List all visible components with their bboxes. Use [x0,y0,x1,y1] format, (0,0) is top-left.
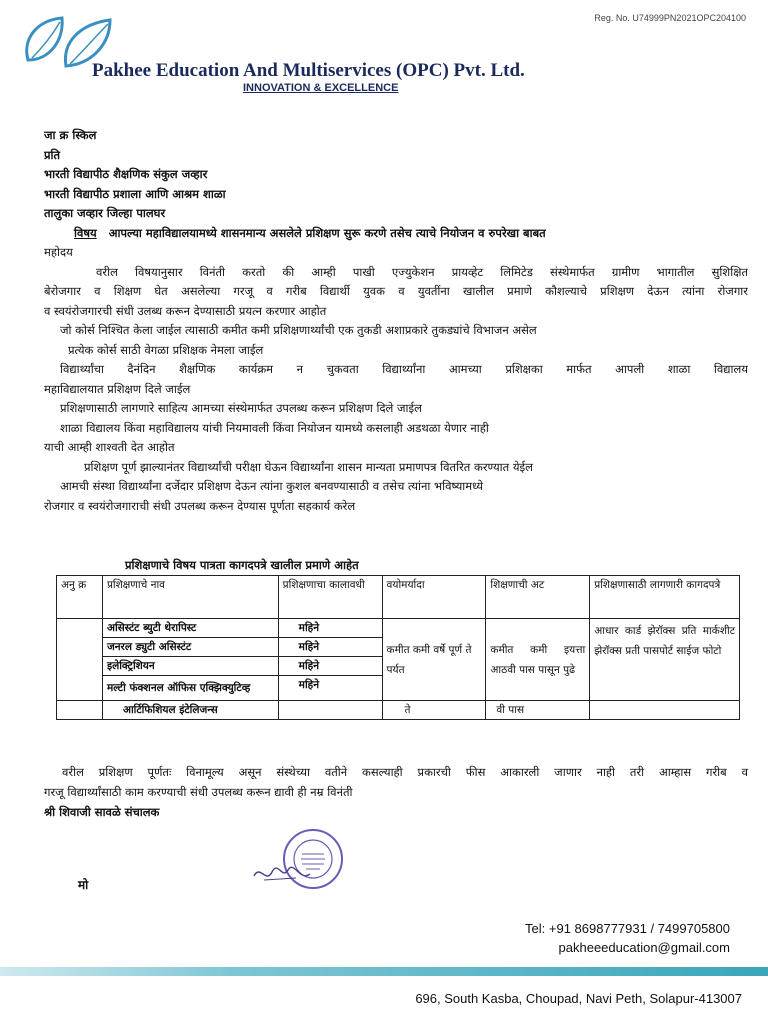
table-row [57,701,740,720]
serial-cell [57,619,103,701]
header-documents: प्रशिक्षणासाठी लागणारी कागदपत्रे [590,576,740,619]
body-line: प्रशिक्षणासाठी लागणारे साहित्य आमच्या संस्थेमार्फत उपलब्ध करून प्रशिक्षण दिले जाईल [60,401,422,415]
reference-number: जा क्र स्किल [44,128,97,142]
body-line: बेरोजगार व शिक्षण घेत असलेल्या गरजू व गरीब विद्यार्थी युवक व युवतींना खालील प्रमाणे कौशल्याचे प्रशिक्षण देऊन त्यांना रोजगार [44,284,748,298]
age-limit-cell: कमीत कमी वर्षे पूर्ण ते पर्यत [382,619,486,701]
duration-cell: महिने [278,657,382,676]
subject-label: विषय [74,225,97,240]
course-name-cell: मल्टी फंक्शनल ऑफिस एक्झिक्युटिव्ह [102,676,278,701]
body-line: रोजगार व स्वयंरोजगाराची संधी उपलब्ध करून देण्यास पूर्णता सहकार्य करेल [44,498,356,513]
age-limit-cell: ते [382,701,486,720]
header-serial: अनु क्र [57,576,103,619]
recipient-line-1: भारती विद्यापीठ शैक्षणिक संकुल जव्हार [44,167,208,181]
telephone-numbers: Tel: +91 8698777931 / 7499705800 [525,921,730,936]
table-header-row [57,576,740,619]
subject-text: आपल्या महाविद्यालयामध्ये शासनमान्य असलेले प्रशिक्षण सुरू करणे तसेच त्याचे नियोजन व रुपरेखा बाबत [108,225,546,240]
body-line: व स्वयंरोजगारची संधी उलब्ध करून देण्यासाठी प्रयत्न करणार आहोत [44,303,327,318]
body-line: याची आम्ही शाश्वती देत आहोत [44,440,175,454]
company-tagline: INNOVATION & EXCELLENCE [243,82,399,94]
closing-line-1: वरील प्रशिक्षण पूर्णतः विनामूल्य असून संस्थेच्या वतीने कसल्याही प्रकारची फीस आकारली जाणार नाही तरी आम्हास गरीब व [62,765,748,779]
recipient-line-2: भारती विद्यापीठ प्रशाला आणि आश्रम शाळा [44,186,226,201]
body-line: प्रत्येक कोर्स साठी वेगळा प्रशिक्षक नेमला जाईल [68,342,264,357]
contact-block [525,919,730,957]
salutation: महोदय [44,245,73,259]
duration-cell: महिने [278,676,382,701]
table-row [57,619,740,638]
signature-icon [250,858,314,888]
registration-number: Reg. No. U74999PN2021OPC204100 [594,13,746,23]
body-line: वरील विषयानुसार विनंती करतो की आम्ही पाखी एज्युकेशन प्रायव्हेट लिमिटेड संस्थेमार्फत ग्रामीण भागातील सुशिक्षित [96,264,748,279]
duration-cell: महिने [278,638,382,657]
duration-cell [278,701,382,720]
body-line: प्रशिक्षण पूर्ण झाल्यानंतर विद्यार्थ्यांची परीक्षा घेऊन विद्यार्थ्यांना शासन मान्यता प्रमाणपत्र वितरित करण्यात येईल [84,459,533,474]
table-title: प्रशिक्षणाचे विषय पात्रता कागदपत्रे खालील प्रमाणे आहेत [125,558,359,572]
serial-cell [57,701,103,720]
course-name-cell: असिस्टंट ब्युटी थेरापिस्ट [102,619,278,638]
duration-cell: महिने [278,619,382,638]
documents-cell: आधार कार्ड झेरॉक्स प्रति मार्कशीट झेरॉक्स प्रती पासपोर्ट साईज फोटो [590,619,740,701]
header-duration: प्रशिक्षणाचा कालावधी [278,576,382,619]
course-name-cell: आर्टिफिशियल इंटेलिजन्स [102,701,278,720]
body-line: शाळा विद्यालय किंवा महाविद्यालय यांची नियमावली किंवा नियोजन यामध्ये कसलाही अडथळा येणार नाही [60,420,489,435]
header-age-limit: वयोमर्यादा [382,576,486,619]
mobile-label: मो [78,878,89,892]
recipient-line-3: तालुका जव्हार जिल्हा पालघर [44,206,166,220]
closing-block [44,762,748,822]
body-line: महाविद्यालयात प्रशिक्षण दिले जाईल [44,381,191,396]
letter-body [44,126,748,516]
header-education: शिक्षणाची अट [486,576,590,619]
course-table [56,575,740,720]
education-cell: कमीत कमी इयत्ता आठवी पास पासून पुढे [486,619,590,701]
to-label: प्रति [44,147,61,162]
email-address: pakheeeducation@gmail.com [558,940,730,955]
body-line: जो कोर्स निश्चित केला जाईल त्यासाठी कमीत कमी प्रशिक्षणार्थ्यांची एक तुकडी अशाप्रकारे तुकड्यांचे विभाजन असेल [60,323,537,337]
office-address: 696, South Kasba, Choupad, Navi Peth, Solapur-413007 [415,991,742,1006]
documents-cell [590,701,740,720]
body-line: आमची संस्था विद्यार्थ्यांना दर्जेदार प्रशिक्षण देऊन त्यांना कुशल बनवण्यासाठी व तसेच त्यांना भविष्यामध्ये [60,479,484,493]
footer-band [0,967,768,976]
company-name: Pakhee Education And Multiservices (OPC) Pvt. Ltd. [92,60,525,81]
education-cell: वी पास [486,701,590,720]
subject-line [44,224,748,244]
closing-line-2: गरजू विद्यार्थ्यांसाठी काम करण्याची संधी उपलब्ध करून द्यावी ही नम्र विनंती [44,785,353,799]
course-name-cell: जनरल ड्युटी असिस्टंट [102,638,278,657]
signatory-name: श्री शिवाजी सावळे संचालक [44,805,160,819]
header-course-name: प्रशिक्षणाचे नाव [102,576,278,619]
body-line: विद्यार्थ्यांचा दैनंदिन शैक्षणिक कार्यक्रम न चुकवता विद्यार्थ्यांना आमच्या प्रशिक्षका मार्फत आपली शाळा विद्यालय [60,362,748,376]
course-name-cell: इलेक्ट्रिशियन [102,657,278,676]
